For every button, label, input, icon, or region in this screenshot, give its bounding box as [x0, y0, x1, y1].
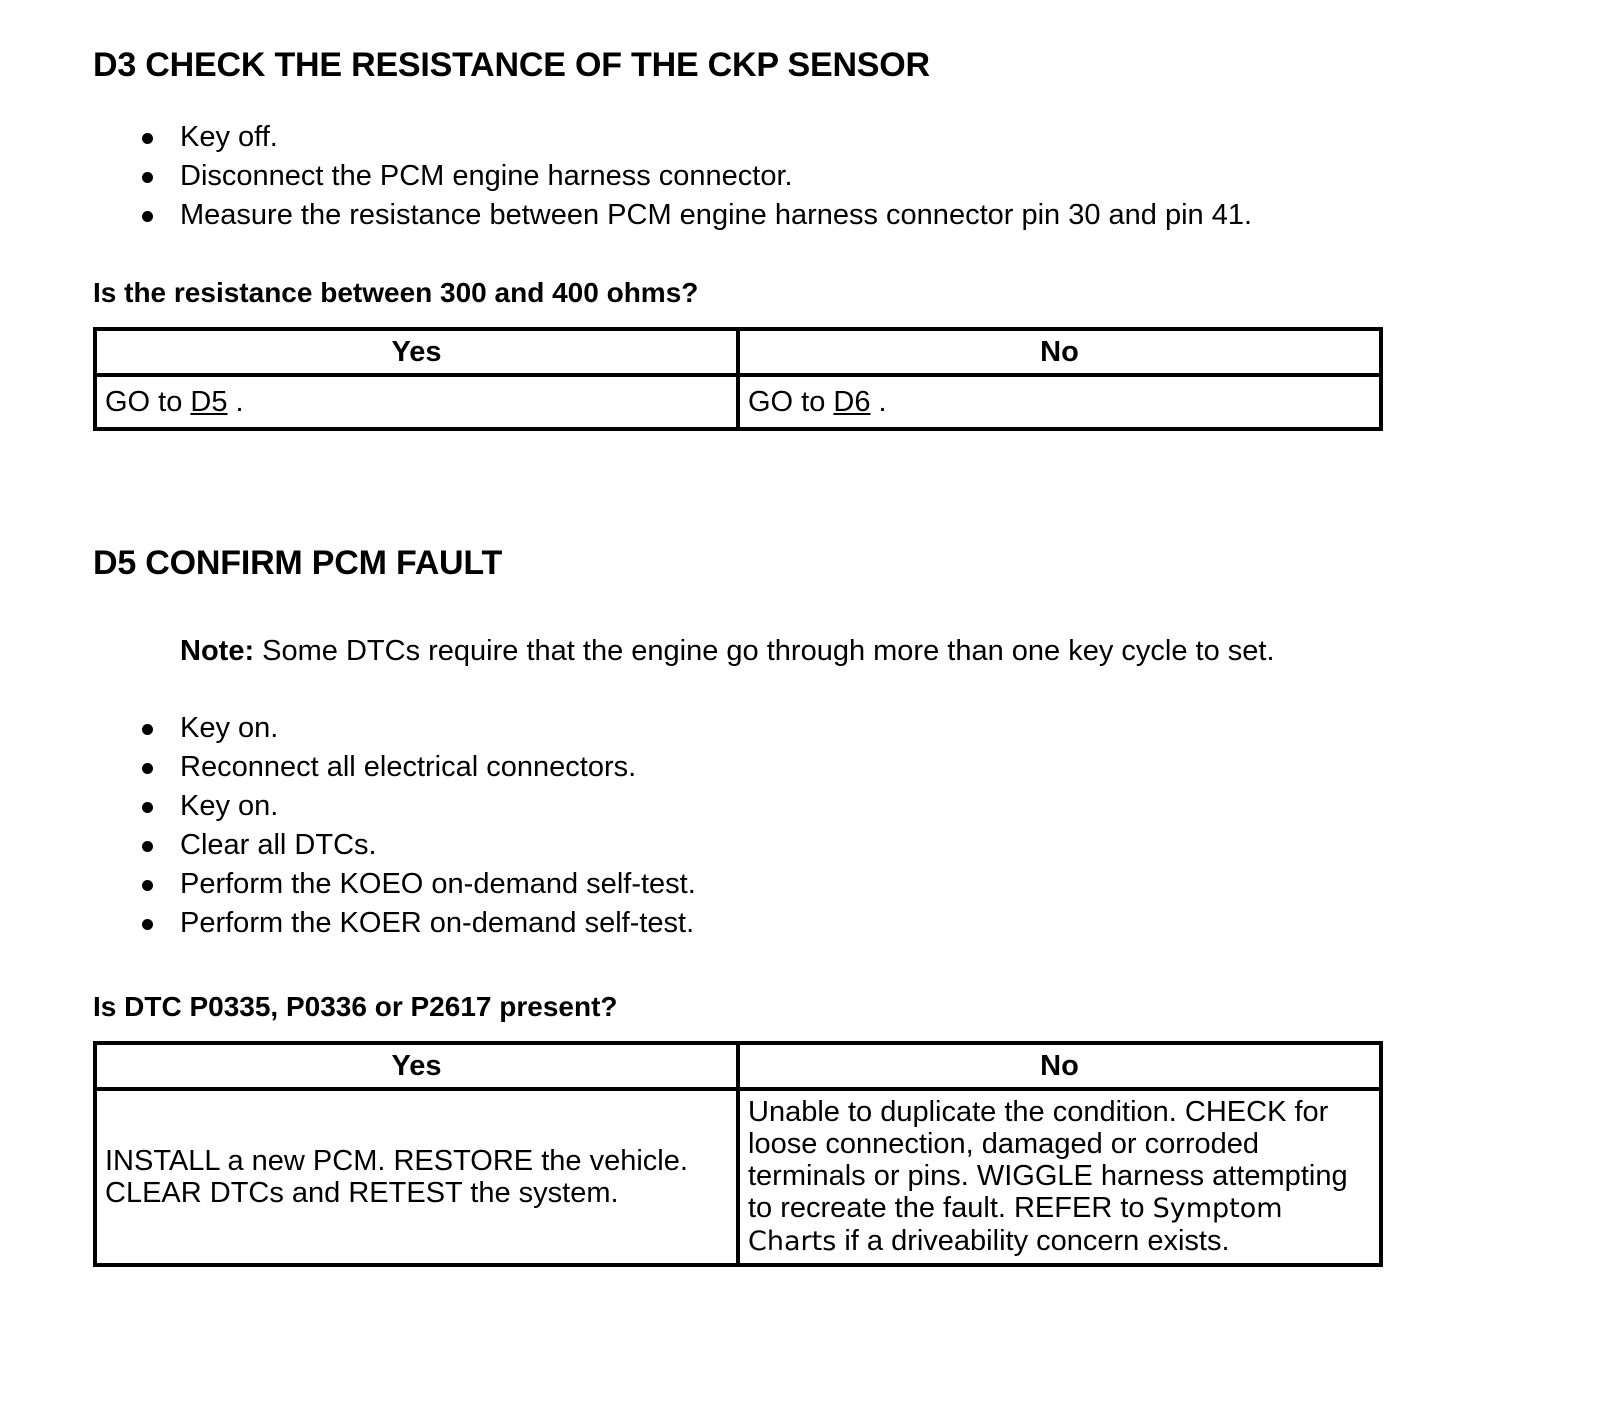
yes-action-prefix: GO to	[105, 386, 191, 418]
step-d5-section	[93, 538, 1383, 1267]
no-action-cell	[738, 375, 1381, 429]
table-row	[95, 1089, 1381, 1265]
bullet-icon	[142, 802, 153, 813]
yes-action-cell	[95, 375, 738, 429]
bullet-icon	[142, 172, 153, 183]
step-d3-question: Is the resistance between 300 and 400 ohms?	[93, 277, 699, 308]
yes-action-line-1: INSTALL a new PCM. RESTORE the vehicle.	[105, 1145, 688, 1177]
list-item-text: Key off.	[180, 121, 278, 153]
step-d3-heading: D3 CHECK THE RESISTANCE OF THE CKP SENSOR	[93, 46, 930, 84]
list-item-text: Key on.	[180, 790, 279, 822]
list-item	[93, 787, 1383, 826]
bullet-icon	[142, 211, 153, 222]
note-label: Note:	[180, 635, 255, 667]
list-item	[93, 118, 1383, 157]
yes-action-cell	[95, 1089, 738, 1265]
list-item-text: Measure the resistance between PCM engine harness connector pin 30 and pin 41.	[180, 199, 1253, 231]
list-item	[93, 904, 1383, 943]
list-item	[93, 709, 1383, 748]
go-to-d6-link[interactable]: D6	[833, 386, 871, 418]
list-item-text: Reconnect all electrical connectors.	[180, 751, 637, 783]
no-column-header: No	[738, 329, 1381, 375]
no-action-prefix: GO to	[748, 386, 834, 418]
step-d3-section	[93, 40, 1383, 431]
step-d5-result-table	[93, 1041, 1383, 1267]
bullet-icon	[142, 880, 153, 891]
list-item	[93, 826, 1383, 865]
list-item	[93, 157, 1383, 196]
yes-action-suffix: .	[227, 386, 244, 418]
no-action-text: Unable to duplicate the condition. CHECK for loose connection, damaged or corroded terminals or pins. WIGGLE harness attempting to recreate the fault. REFER to	[748, 1096, 1348, 1224]
bullet-icon	[142, 133, 153, 144]
yes-action-line-2: CLEAR DTCs and RETEST the system.	[105, 1177, 619, 1209]
go-to-d5-link[interactable]: D5	[190, 386, 228, 418]
step-d5-question: Is DTC P0335, P0336 or P2617 present?	[93, 991, 618, 1022]
list-item-text: Perform the KOER on-demand self-test.	[180, 907, 695, 939]
list-item	[93, 865, 1383, 904]
list-item	[93, 196, 1383, 235]
list-item	[93, 748, 1383, 787]
symptom-charts-link[interactable]: Symptom Charts	[748, 1193, 1283, 1257]
list-item-text: Disconnect the PCM engine harness connector.	[180, 160, 793, 192]
step-d3-result-table	[93, 327, 1383, 431]
bullet-icon	[142, 724, 153, 735]
no-action-suffix: if a driveability concern exists.	[836, 1225, 1230, 1257]
table-header-row	[95, 329, 1381, 375]
bullet-icon	[142, 841, 153, 852]
no-action-cell	[738, 1089, 1381, 1265]
table-header-row	[95, 1043, 1381, 1089]
step-d5-instructions	[93, 709, 1383, 943]
bullet-icon	[142, 763, 153, 774]
note-text: Some DTCs require that the engine go through more than one key cycle to set.	[254, 635, 1275, 667]
list-item-text: Perform the KOEO on-demand self-test.	[180, 868, 696, 900]
note-block	[93, 632, 1383, 671]
bullet-icon	[142, 919, 153, 930]
list-item-text: Clear all DTCs.	[180, 829, 377, 861]
table-row	[95, 375, 1381, 429]
step-d3-instructions	[93, 118, 1383, 235]
yes-column-header: Yes	[95, 1043, 738, 1089]
no-column-header: No	[738, 1043, 1381, 1089]
yes-column-header: Yes	[95, 329, 738, 375]
no-action-suffix: .	[870, 386, 887, 418]
step-d5-heading: D5 CONFIRM PCM FAULT	[93, 544, 503, 582]
list-item-text: Key on.	[180, 712, 279, 744]
